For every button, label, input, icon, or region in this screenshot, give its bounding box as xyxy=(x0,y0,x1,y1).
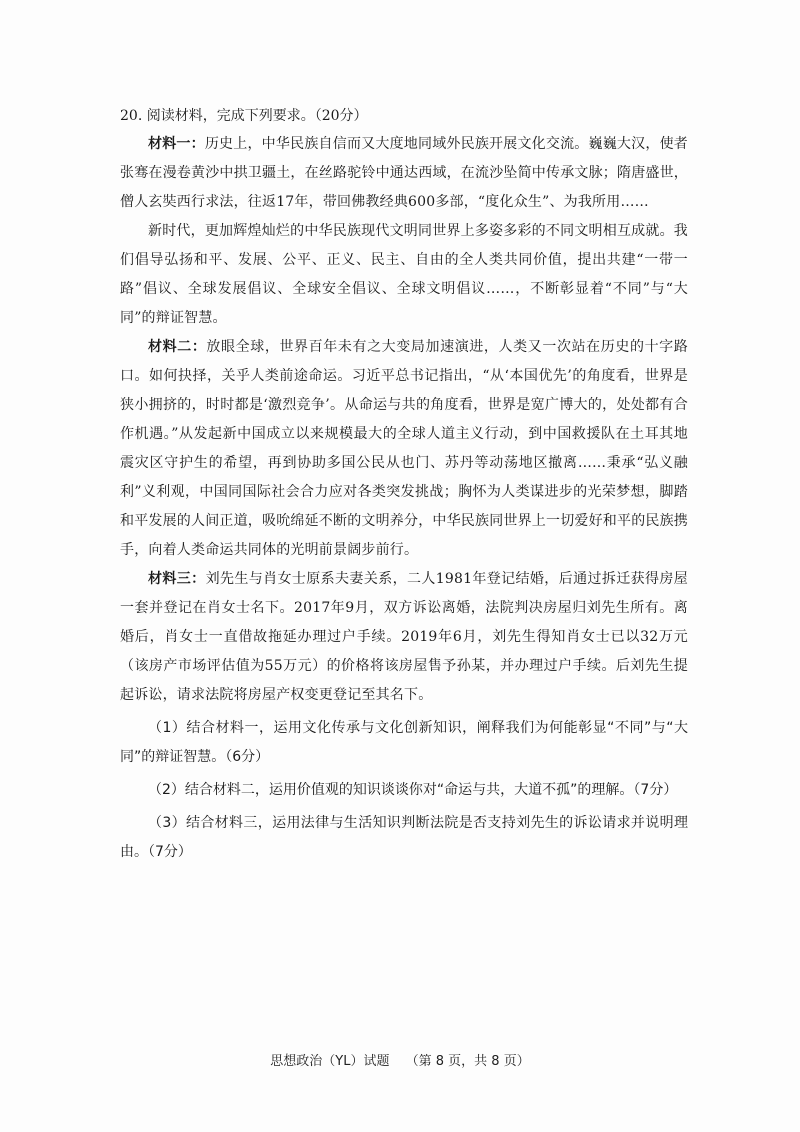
material-3-paragraph xyxy=(120,565,688,710)
material-1-paragraph-2: 新时代，更加辉煌灿烂的中华民族现代文明同世界上多姿多彩的不同文明相互成就。我们倡导弘扬和平、发展、公平、正义、民主、自由的全人类共同价值，提出共建“一带一路”倡议、全球发展倡议、全球安全倡议、全球文明倡议……，不断彰显着“不同”与“大同”的辩证智慧。 xyxy=(120,223,688,326)
material-2-label: 材料二： xyxy=(148,339,207,355)
sub-question-2: （2）结合材料二，运用价值观的知识谈谈你对“命运与共，大道不孤”的理解。（7分） xyxy=(148,782,678,798)
footer-subject: 思想政治（YL）试题 xyxy=(270,1054,390,1069)
sub-question-1: （1）结合材料一，运用文化传承与文化创新知识，阐释我们为何能彰显“不同”与“大同”的辩证智慧。（6分） xyxy=(120,720,688,765)
footer-page-info: （第 8 页，共 8 页） xyxy=(405,1054,530,1069)
page-footer xyxy=(0,1050,800,1069)
sub-question-3: （3）结合材料三，运用法律与生活知识判断法院是否支持刘先生的诉讼请求并说明理由。（7分） xyxy=(120,815,688,860)
material-1-paragraph-1 xyxy=(120,130,688,217)
material-2-text: 放眼全球，世界百年未有之大变局加速演进，人类又一次站在历史的十字路口。如何抉择，关乎人类前途命运。习近平总书记指出，“从‘本国优先’的角度看，世界是狭小拥挤的，时时都是‘激烈竞争’。从命运与共的角度看，世界是宽广博大的，处处都有合作机遇。”从发起新中国成立以来规模最大的全球人道主义行动，到中国救援队在土耳其地震灾区守护生的希望，再到协助多国公民从也门、苏丹等动荡地区撤离……秉承“弘义融利”义利观，中国同国际社会合力应对各类突发挑战；胸怀为人类谋进步的光荣梦想，脚踏和平发展的人间正道，吸吮绵延不断的文明养分，中华民族同世界上一切爱好和平的民族携手，向着人类命运共同体的光明前景阔步前行。 xyxy=(120,339,688,558)
material-3-text: 刘先生与肖女士原系夫妻关系，二人1981年登记结婚，后通过拆迁获得房屋一套并登记在肖女士名下。2017年9月，双方诉讼离婚，法院判决房屋归刘先生所有。离婚后，肖女士一直借故拖延办理过户手续。2019年6月，刘先生得知肖女士已以32万元（该房产市场评估值为55万元）的价格将该房屋售予孙某，并办理过户手续。后刘先生提起诉讼，请求法院将房屋产权变更登记至其名下。 xyxy=(120,571,688,703)
material-2-paragraph xyxy=(120,333,688,565)
material-1-label: 材料一： xyxy=(148,136,205,152)
material-1-text-1: 历史上，中华民族自信而又大度地同域外民族开展文化交流。巍巍大汉，使者张骞在漫卷黄沙中拱卫疆土，在丝路驼铃中通达西域，在流沙坠简中传承文脉；隋唐盛世，僧人玄奘西行求法，往返17年，带回佛教经典600多部，“度化众生”、为我所用…… xyxy=(120,136,688,210)
question-body xyxy=(120,102,688,867)
question-title: 20. 阅读材料，完成下列要求。（20分） xyxy=(120,108,368,124)
material-3-label: 材料三： xyxy=(148,571,206,587)
